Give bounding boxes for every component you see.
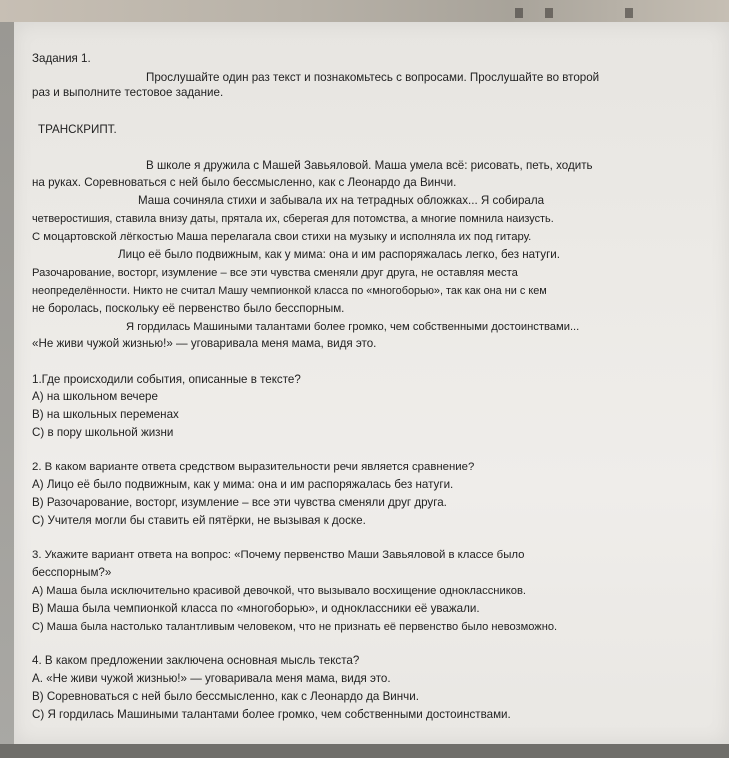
transcript-line: Я гордилась Машиными талантами более громко, чем собственными достоинствами... (126, 321, 580, 333)
transcript-line: С моцартовской лёгкостью Маша перелагала свои стихи на музыку и исполняла их под гитару. (32, 231, 532, 243)
question-3-option: А) Маша была исключительно красивой девочкой, что вызывало восхищение одноклассников. (32, 585, 527, 597)
question-1-option: В) на школьных переменах (32, 408, 179, 421)
question-1-option: С) в пору школьной жизни (32, 426, 174, 439)
question-4-option: С) Я гордилась Машиными талантами более громко, чем собственными достоинствами. (32, 708, 511, 721)
transcript-line: Маша сочиняла стихи и забывала их на тетрадных обложках... Я собирала (138, 194, 545, 207)
transcript-heading: ТРАНСКРИПТ. (38, 123, 117, 136)
question-3: 3. Укажите вариант ответа на вопрос: «Почему первенство Маши Завьяловой в классе было (32, 549, 525, 561)
transcript-line: Разочарование, восторг, изумление – все эти чувства сменяли друг друга, не оставляя места (32, 267, 518, 279)
background-strip (0, 0, 729, 22)
question-2-option: С) Учителя могли бы ставить ей пятёрки, не вызывая к доске. (32, 514, 366, 527)
worksheet-paper (14, 22, 729, 744)
question-1-option: А) на школьном вечере (32, 390, 158, 403)
question-2-option: В) Разочарование, восторг, изумление – все эти чувства сменяли друг друга. (32, 496, 447, 509)
background-mark (545, 8, 553, 18)
task-title: Задания 1. (32, 52, 91, 65)
question-2: 2. В каком варианте ответа средством выразительности речи является сравнение? (32, 461, 475, 473)
question-4: 4. В каком предложении заключена основная мысль текста? (32, 654, 360, 667)
question-4-option: В) Соревноваться с ней было бессмысленно, как с Леонардо да Винчи. (32, 690, 419, 703)
transcript-line: четверостишия, ставила внизу даты, прятала их, сберегая для потомства, а многие помнила наизусть. (32, 213, 554, 225)
question-4-option: А. «Не живи чужой жизнью!» — уговаривала меня мама, видя это. (32, 672, 391, 685)
background-mark (625, 8, 633, 18)
transcript-line: Лицо её было подвижным, как у мима: она и им распоряжалась легко, без натуги. (118, 248, 560, 261)
transcript-line: В школе я дружила с Машей Завьяловой. Маша умела всё: рисовать, петь, ходить (146, 159, 593, 172)
instruction-line-2: раз и выполните тестовое задание. (32, 86, 224, 99)
transcript-line: «Не живи чужой жизнью!» — уговаривала меня мама, видя это. (32, 337, 377, 350)
question-3-option: В) Маша была чемпионкой класса по «многоборью», и одноклассники её уважали. (32, 602, 480, 615)
transcript-line: не боролась, поскольку её первенство было бесспорным. (32, 302, 345, 315)
background-mark (515, 8, 523, 18)
question-2-option: А) Лицо её было подвижным, как у мима: она и им распоряжалась без натуги. (32, 478, 454, 491)
instruction-line-1: Прослушайте один раз текст и познакомьтесь с вопросами. Прослушайте во второй (146, 71, 600, 84)
question-3-continued: бесспорным?» (32, 566, 112, 579)
question-1: 1.Где происходили события, описанные в тексте? (32, 373, 301, 386)
transcript-line: неопределённости. Никто не считал Машу чемпионкой класса по «многоборью», так как она ни с кем (32, 285, 547, 297)
transcript-line: на руках. Соревноваться с ней было бессмысленно, как с Леонардо да Винчи. (32, 176, 457, 189)
background-bottom (0, 744, 729, 758)
question-3-option: С) Маша была настолько талантливым человеком, что не признать её первенство было невозможно. (32, 621, 558, 633)
